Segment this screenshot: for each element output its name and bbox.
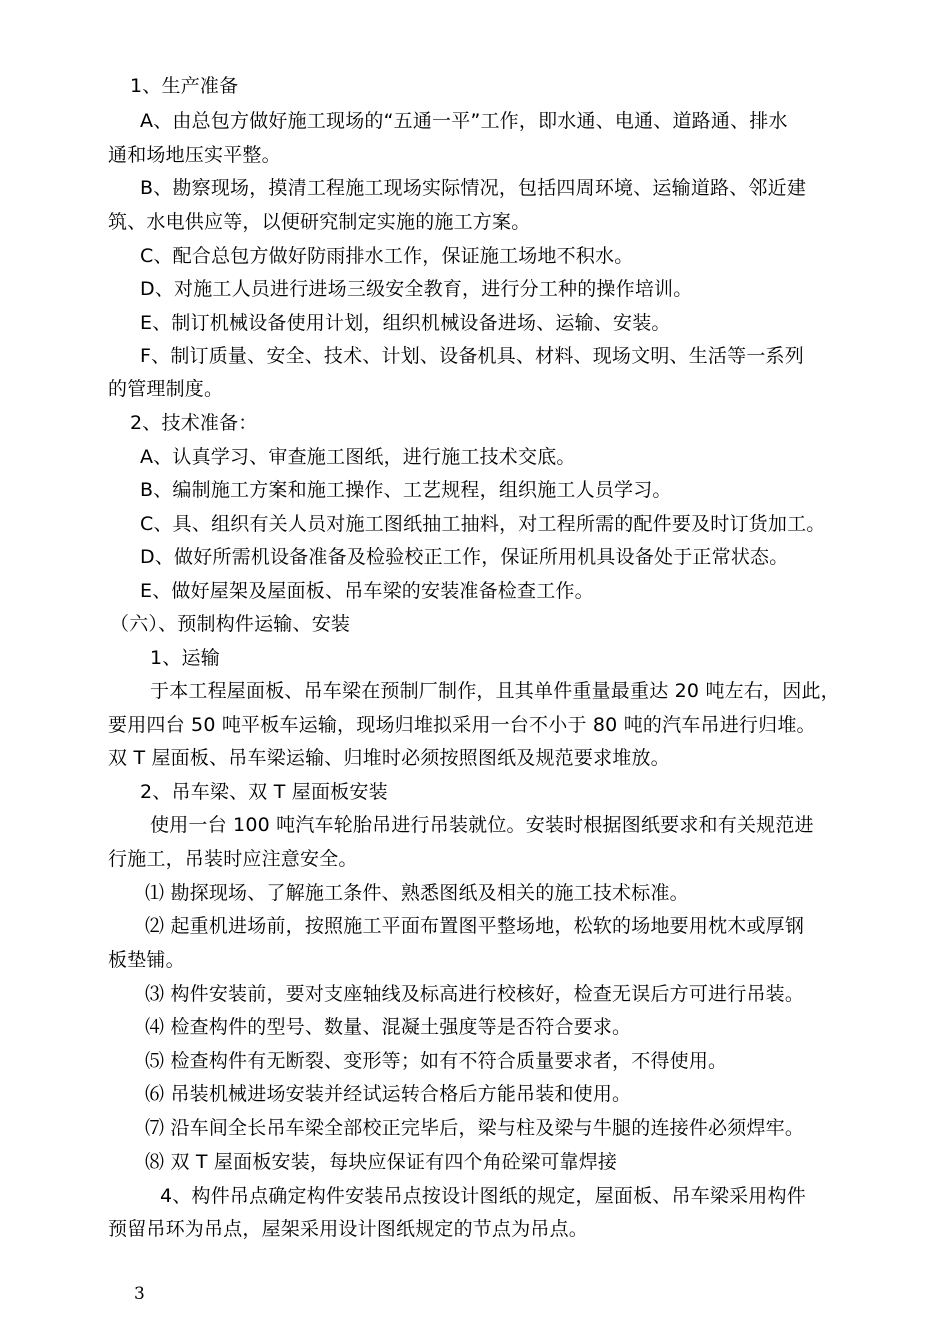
paragraph-line: F、制订质量、安全、技术、计划、设备机具、材料、现场文明、生活等一系列 (140, 345, 804, 367)
list-item: ⑵ 起重机进场前，按照施工平面布置图平整场地，松软的场地要用枕木或厚钢 (145, 915, 805, 937)
paragraph-line: B、勘察现场，摸清工程施工现场实际情况，包括四周环境、运输道路、邻近建 (140, 177, 807, 199)
paragraph-line: E、做好屋架及屋面板、吊车梁的安装准备检查工作。 (140, 580, 594, 602)
paragraph-line: C、配合总包方做好防雨排水工作，保证施工场地不积水。 (140, 245, 634, 267)
list-item: ⑻ 双 T 屋面板安装，每块应保证有四个角砼梁可靠焊接 (145, 1151, 618, 1173)
page-number: 3 (134, 1284, 145, 1304)
paragraph-line: C、具、组织有关人员对施工图纸抽工抽料，对工程所需的配件要及时订货加工。 (140, 513, 826, 535)
paragraph-line: 于本工程屋面板、吊车梁在预制厂制作，且其单件重量最重达 20 吨左右，因此， (150, 680, 840, 702)
list-item: ⑴ 勘探现场、了解施工条件、熟悉图纸及相关的施工技术标准。 (145, 882, 689, 904)
paragraph-line: 双 T 屋面板、吊车梁运输、归堆时必须按照图纸及规范要求堆放。 (108, 747, 670, 769)
list-item: ⑹ 吊装机械进场安装并经试运转合格后方能吊装和使用。 (145, 1083, 632, 1105)
list-item: ⑺ 沿车间全长吊车梁全部校正完毕后，梁与柱及梁与牛腿的连接件必须焊牢。 (145, 1117, 805, 1139)
paragraph-line: A、认真学习、审查施工图纸，进行施工技术交底。 (140, 446, 576, 468)
paragraph-line: 预留吊环为吊点，屋架采用设计图纸规定的节点为吊点。 (108, 1218, 589, 1240)
paragraph-line: 使用一台 100 吨汽车轮胎吊进行吊装就位。安装时根据图纸要求和有关规范进 (150, 814, 814, 836)
paragraph-line: D、做好所需机设备准备及检验校正工作，保证所用机具设备处于正常状态。 (140, 546, 789, 568)
paragraph-line: 筑、水电供应等，以便研究制定实施的施工方案。 (108, 211, 531, 233)
paragraph-line: 4、构件吊点确定构件安装吊点按设计图纸的规定，屋面板、吊车梁采用构件 (160, 1185, 806, 1207)
heading-installation: 2、吊车梁、双 T 屋面板安装 (140, 781, 388, 803)
paragraph-line: 要用四台 50 吨平板车运输，现场归堆拟采用一台不小于 80 吨的汽车吊进行归堆。 (108, 714, 816, 736)
paragraph-line: 行施工，吊装时应注意安全。 (108, 848, 358, 870)
paragraph-line: B、编制施工方案和施工操作、工艺规程，组织施工人员学习。 (140, 479, 672, 501)
list-item: ⑸ 检查构件有无断裂、变形等；如有不符合质量要求者，不得使用。 (145, 1050, 728, 1072)
heading-technical-prep: 2、技术准备： (130, 412, 258, 434)
section-heading: （六）、预制构件运输、安装 (110, 613, 351, 635)
paragraph-line: A、由总包方做好施工现场的“五通一平”工作，即水通、电通、道路通、排水 (140, 110, 788, 132)
paragraph-line: E、制订机械设备使用计划，组织机械设备进场、运输、安装。 (140, 312, 671, 334)
paragraph-line: D、对施工人员进行进场三级安全教育，进行分工种的操作培训。 (140, 278, 693, 300)
list-item-continuation: 板垫铺。 (108, 949, 185, 971)
paragraph-line: 通和场地压实平整。 (108, 144, 281, 166)
paragraph-line: 的管理制度。 (108, 378, 224, 400)
heading-production-prep: 1、生产准备 (130, 75, 239, 97)
list-item: ⑶ 构件安装前，要对支座轴线及标高进行校核好，检查无误后方可进行吊装。 (145, 983, 805, 1005)
list-item: ⑷ 检查构件的型号、数量、混凝土强度等是否符合要求。 (145, 1016, 632, 1038)
heading-transport: 1、运输 (150, 647, 220, 669)
